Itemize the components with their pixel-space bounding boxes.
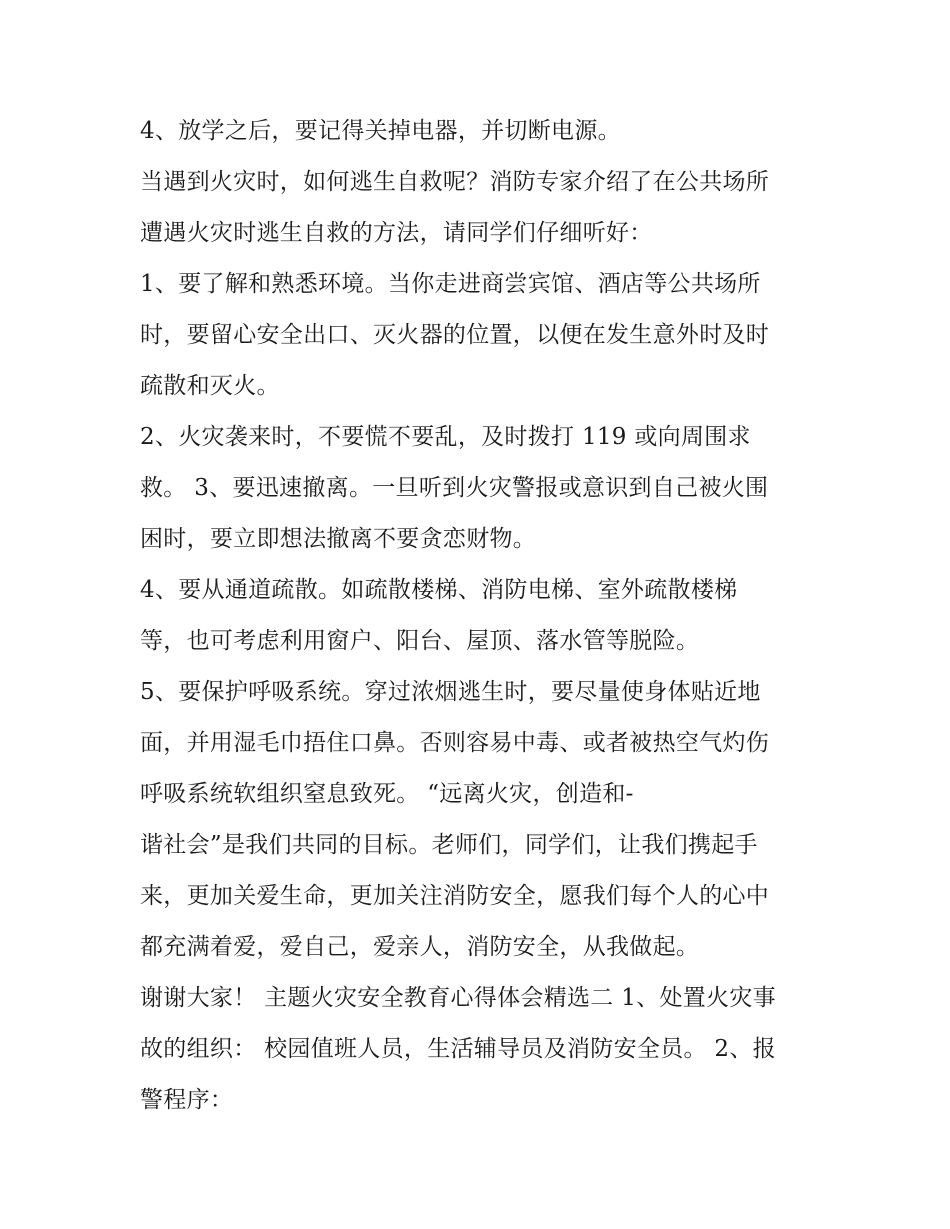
text-line-19: 故的组织： 校园值班人员，生活辅导员及消防安全员。 2、报 [140, 1036, 776, 1062]
text-line-13: 面，并用湿毛巾捂住口鼻。否则容易中毒、或者被热空气灼伤 [140, 730, 770, 756]
text-line-2: 当遇到火灾时，如何逃生自救呢？消防专家介绍了在公共场所 [140, 169, 770, 195]
text-line-6: 疏散和灭火。 [140, 373, 280, 399]
text-line-16: 来，更加关爱生命，更加关注消防安全，愿我们每个人的心中 [140, 883, 770, 909]
document-body [140, 106, 820, 1126]
text-line-5: 时，要留心安全出口、灭火器的位置，以便在发生意外时及时 [140, 322, 770, 348]
text-line-4: 1、要了解和熟悉环境。当你走进商尝宾馆、酒店等公共场所 [140, 271, 761, 297]
text-line-14: 呼吸系统软组织窒息致死。 “远离火灾，创造和- [140, 781, 634, 807]
text-line-15: 谐社会”是我们共同的目标。老师们，同学们，让我们携起手 [140, 832, 758, 858]
text-line-10: 4、要从通道疏散。如疏散楼梯、消防电梯、室外疏散楼梯 [140, 577, 738, 603]
text-line-8: 救。 3、要迅速撤离。一旦听到火灾警报或意识到自己被火围 [140, 475, 769, 501]
text-line-3: 遭遇火灾时逃生自救的方法，请同学们仔细听好： [140, 220, 653, 246]
text-line-18: 谢谢大家！ 主题火灾安全教育心得体会精选二 1、处置火灾事 [140, 985, 776, 1011]
text-line-7: 2、火灾袭来时，不要慌不要乱，及时拨打 119 或向周围求 [140, 424, 751, 450]
text-line-17: 都充满着爱，爱自己，爱亲人，消防安全，从我做起。 [140, 934, 700, 960]
text-line-20: 警程序： [140, 1087, 234, 1113]
text-line-9: 困时，要立即想法撤离不要贪恋财物。 [140, 526, 537, 552]
text-line-11: 等，也可考虑利用窗户、阳台、屋顶、落水管等脱险。 [140, 628, 700, 654]
text-line-12: 5、要保护呼吸系统。穿过浓烟逃生时，要尽量使身体贴近地 [140, 679, 761, 705]
text-line-1: 4、放学之后，要记得关掉电器，并切断电源。 [140, 118, 621, 144]
